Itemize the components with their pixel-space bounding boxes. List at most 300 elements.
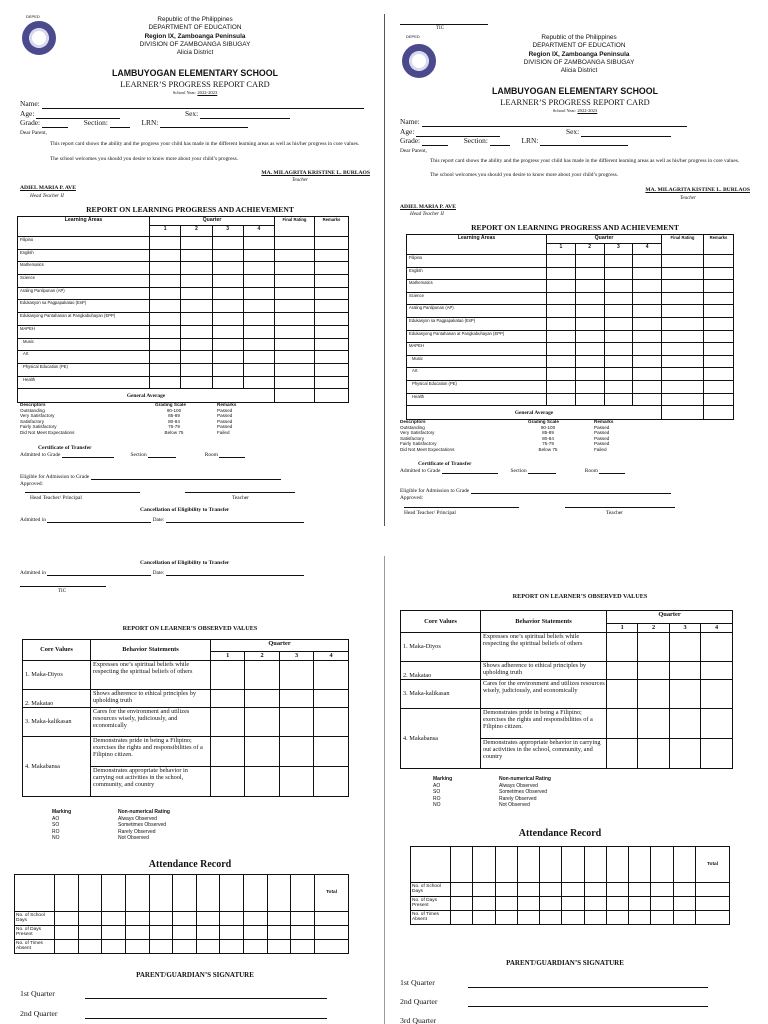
grade-cell[interactable] bbox=[212, 249, 243, 262]
general-average-remarks[interactable] bbox=[704, 406, 734, 420]
rating-cell[interactable] bbox=[211, 767, 245, 797]
remarks-cell[interactable] bbox=[704, 330, 734, 343]
attendance-cell[interactable] bbox=[495, 897, 517, 911]
attendance-cell[interactable] bbox=[651, 911, 673, 925]
grade-cell[interactable] bbox=[604, 255, 633, 268]
rating-cell[interactable] bbox=[314, 661, 349, 690]
final-cell[interactable] bbox=[662, 267, 704, 280]
remarks-cell[interactable] bbox=[704, 280, 734, 293]
grade-cell[interactable] bbox=[547, 317, 576, 330]
final-cell[interactable] bbox=[275, 376, 315, 389]
grade-cell[interactable] bbox=[243, 325, 274, 338]
eligible-field[interactable] bbox=[91, 479, 281, 480]
grade-field[interactable] bbox=[42, 127, 68, 128]
final-cell[interactable] bbox=[275, 237, 315, 250]
attendance-cell[interactable] bbox=[220, 912, 244, 926]
grade-cell[interactable] bbox=[150, 376, 181, 389]
grade-cell[interactable] bbox=[604, 280, 633, 293]
rating-cell[interactable] bbox=[314, 737, 349, 767]
rating-cell[interactable] bbox=[607, 739, 638, 769]
grade-cell[interactable] bbox=[633, 267, 662, 280]
attendance-cell[interactable] bbox=[606, 911, 628, 925]
month-cell[interactable] bbox=[149, 875, 173, 912]
month-cell[interactable] bbox=[196, 875, 220, 912]
attendance-cell[interactable] bbox=[78, 926, 102, 940]
rating-cell[interactable] bbox=[607, 662, 638, 680]
grade-cell[interactable] bbox=[212, 275, 243, 288]
attendance-cell[interactable] bbox=[651, 897, 673, 911]
attendance-cell[interactable] bbox=[584, 911, 606, 925]
final-cell[interactable] bbox=[662, 343, 704, 356]
grade-cell[interactable] bbox=[633, 355, 662, 368]
section-field[interactable] bbox=[110, 127, 130, 128]
attendance-cell[interactable] bbox=[173, 926, 197, 940]
rating-cell[interactable] bbox=[607, 633, 638, 662]
attendance-cell[interactable] bbox=[78, 940, 102, 954]
month-cell[interactable] bbox=[673, 847, 695, 883]
grade-cell[interactable] bbox=[575, 330, 604, 343]
month-cell[interactable] bbox=[125, 875, 149, 912]
grade-cell[interactable] bbox=[150, 262, 181, 275]
month-cell[interactable] bbox=[244, 875, 268, 912]
remarks-cell[interactable] bbox=[315, 262, 349, 275]
final-cell[interactable] bbox=[275, 275, 315, 288]
grade-cell[interactable] bbox=[575, 393, 604, 406]
grade-field[interactable] bbox=[422, 145, 448, 146]
grade-cell[interactable] bbox=[633, 292, 662, 305]
rating-cell[interactable] bbox=[669, 709, 700, 739]
section-field[interactable] bbox=[148, 457, 176, 458]
section-field[interactable] bbox=[490, 145, 510, 146]
final-cell[interactable] bbox=[662, 368, 704, 381]
grade-cell[interactable] bbox=[547, 368, 576, 381]
eligible-field[interactable] bbox=[471, 493, 671, 494]
final-cell[interactable] bbox=[662, 330, 704, 343]
remarks-cell[interactable] bbox=[315, 351, 349, 364]
attendance-cell[interactable] bbox=[173, 912, 197, 926]
month-cell[interactable] bbox=[629, 847, 651, 883]
grade-cell[interactable] bbox=[150, 237, 181, 250]
final-cell[interactable] bbox=[662, 393, 704, 406]
grade-cell[interactable] bbox=[575, 280, 604, 293]
grade-cell[interactable] bbox=[575, 305, 604, 318]
grade-cell[interactable] bbox=[547, 393, 576, 406]
rating-cell[interactable] bbox=[314, 767, 349, 797]
grade-cell[interactable] bbox=[243, 262, 274, 275]
attendance-cell[interactable] bbox=[606, 897, 628, 911]
grade-cell[interactable] bbox=[150, 300, 181, 313]
grade-cell[interactable] bbox=[243, 351, 274, 364]
grade-cell[interactable] bbox=[575, 380, 604, 393]
rating-cell[interactable] bbox=[211, 690, 245, 708]
attendance-cell[interactable] bbox=[584, 883, 606, 897]
rating-cell[interactable] bbox=[701, 662, 733, 680]
attendance-total-cell[interactable] bbox=[696, 911, 730, 925]
rating-cell[interactable] bbox=[638, 680, 669, 709]
attendance-cell[interactable] bbox=[540, 897, 562, 911]
attendance-cell[interactable] bbox=[517, 911, 539, 925]
month-cell[interactable] bbox=[173, 875, 197, 912]
remarks-cell[interactable] bbox=[704, 255, 734, 268]
remarks-cell[interactable] bbox=[315, 313, 349, 326]
room-field[interactable] bbox=[599, 473, 625, 474]
grade-cell[interactable] bbox=[212, 376, 243, 389]
rating-cell[interactable] bbox=[607, 709, 638, 739]
grade-cell[interactable] bbox=[212, 262, 243, 275]
attendance-cell[interactable] bbox=[102, 912, 126, 926]
grade-cell[interactable] bbox=[575, 317, 604, 330]
remarks-cell[interactable] bbox=[704, 355, 734, 368]
grade-cell[interactable] bbox=[243, 376, 274, 389]
rating-cell[interactable] bbox=[211, 737, 245, 767]
attendance-cell[interactable] bbox=[244, 926, 268, 940]
attendance-cell[interactable] bbox=[584, 897, 606, 911]
grade-cell[interactable] bbox=[575, 255, 604, 268]
remarks-cell[interactable] bbox=[704, 292, 734, 305]
month-cell[interactable] bbox=[517, 847, 539, 883]
grade-cell[interactable] bbox=[212, 351, 243, 364]
tic-sign-line[interactable] bbox=[20, 586, 106, 587]
rating-cell[interactable] bbox=[669, 680, 700, 709]
month-cell[interactable] bbox=[606, 847, 628, 883]
attendance-cell[interactable] bbox=[196, 912, 220, 926]
attendance-cell[interactable] bbox=[267, 912, 291, 926]
rating-cell[interactable] bbox=[314, 708, 349, 737]
final-cell[interactable] bbox=[275, 313, 315, 326]
rating-cell[interactable] bbox=[669, 633, 700, 662]
rating-cell[interactable] bbox=[638, 739, 669, 769]
attendance-cell[interactable] bbox=[651, 883, 673, 897]
admitted-grade-field[interactable] bbox=[442, 473, 498, 474]
grade-cell[interactable] bbox=[575, 368, 604, 381]
grade-cell[interactable] bbox=[547, 343, 576, 356]
grade-cell[interactable] bbox=[212, 300, 243, 313]
final-cell[interactable] bbox=[275, 300, 315, 313]
rating-cell[interactable] bbox=[701, 739, 733, 769]
final-cell[interactable] bbox=[275, 338, 315, 351]
rating-cell[interactable] bbox=[314, 690, 349, 708]
attendance-cell[interactable] bbox=[673, 883, 695, 897]
grade-cell[interactable] bbox=[181, 275, 212, 288]
grade-cell[interactable] bbox=[633, 255, 662, 268]
name-field[interactable] bbox=[42, 108, 364, 109]
grade-cell[interactable] bbox=[181, 351, 212, 364]
final-cell[interactable] bbox=[275, 363, 315, 376]
attendance-cell[interactable] bbox=[125, 940, 149, 954]
month-cell[interactable] bbox=[78, 875, 102, 912]
attendance-cell[interactable] bbox=[55, 926, 79, 940]
attendance-cell[interactable] bbox=[495, 911, 517, 925]
grade-cell[interactable] bbox=[212, 325, 243, 338]
attendance-cell[interactable] bbox=[629, 911, 651, 925]
remarks-cell[interactable] bbox=[315, 338, 349, 351]
grade-cell[interactable] bbox=[604, 317, 633, 330]
head-sign-line[interactable] bbox=[404, 507, 519, 508]
attendance-cell[interactable] bbox=[451, 911, 473, 925]
month-cell[interactable] bbox=[540, 847, 562, 883]
grade-cell[interactable] bbox=[604, 380, 633, 393]
final-cell[interactable] bbox=[275, 249, 315, 262]
grade-cell[interactable] bbox=[181, 338, 212, 351]
date-field[interactable] bbox=[166, 522, 304, 523]
room-field[interactable] bbox=[219, 457, 245, 458]
grade-cell[interactable] bbox=[633, 368, 662, 381]
grade-cell[interactable] bbox=[575, 355, 604, 368]
attendance-cell[interactable] bbox=[517, 883, 539, 897]
attendance-cell[interactable] bbox=[540, 883, 562, 897]
attendance-cell[interactable] bbox=[244, 940, 268, 954]
rating-cell[interactable] bbox=[211, 661, 245, 690]
general-average-remarks[interactable] bbox=[315, 389, 349, 403]
grade-cell[interactable] bbox=[181, 249, 212, 262]
month-cell[interactable] bbox=[562, 847, 584, 883]
month-cell[interactable] bbox=[451, 847, 473, 883]
grade-cell[interactable] bbox=[181, 262, 212, 275]
remarks-cell[interactable] bbox=[315, 275, 349, 288]
admitted-grade-field[interactable] bbox=[62, 457, 114, 458]
attendance-cell[interactable] bbox=[173, 940, 197, 954]
month-cell[interactable] bbox=[267, 875, 291, 912]
rating-cell[interactable] bbox=[669, 739, 700, 769]
rating-cell[interactable] bbox=[607, 680, 638, 709]
grade-cell[interactable] bbox=[150, 275, 181, 288]
parent-q1-sign-line[interactable] bbox=[468, 987, 708, 988]
attendance-cell[interactable] bbox=[149, 926, 173, 940]
month-cell[interactable] bbox=[584, 847, 606, 883]
attendance-cell[interactable] bbox=[291, 912, 315, 926]
grade-cell[interactable] bbox=[150, 325, 181, 338]
grade-cell[interactable] bbox=[212, 363, 243, 376]
remarks-cell[interactable] bbox=[704, 267, 734, 280]
final-cell[interactable] bbox=[662, 355, 704, 368]
grade-cell[interactable] bbox=[243, 237, 274, 250]
grade-cell[interactable] bbox=[604, 393, 633, 406]
rating-cell[interactable] bbox=[701, 709, 733, 739]
grade-cell[interactable] bbox=[243, 300, 274, 313]
grade-cell[interactable] bbox=[604, 305, 633, 318]
grade-cell[interactable] bbox=[547, 280, 576, 293]
attendance-cell[interactable] bbox=[673, 897, 695, 911]
final-cell[interactable] bbox=[662, 380, 704, 393]
grade-cell[interactable] bbox=[575, 267, 604, 280]
grade-cell[interactable] bbox=[150, 363, 181, 376]
attendance-cell[interactable] bbox=[629, 897, 651, 911]
rating-cell[interactable] bbox=[279, 767, 313, 797]
rating-cell[interactable] bbox=[245, 767, 279, 797]
remarks-cell[interactable] bbox=[315, 300, 349, 313]
parent-q2-sign-line[interactable] bbox=[468, 1006, 708, 1007]
remarks-cell[interactable] bbox=[315, 249, 349, 262]
final-cell[interactable] bbox=[662, 255, 704, 268]
month-cell[interactable] bbox=[495, 847, 517, 883]
remarks-cell[interactable] bbox=[704, 343, 734, 356]
remarks-cell[interactable] bbox=[704, 305, 734, 318]
teacher-sign-line[interactable] bbox=[185, 492, 295, 493]
attendance-cell[interactable] bbox=[291, 940, 315, 954]
month-cell[interactable] bbox=[102, 875, 126, 912]
attendance-cell[interactable] bbox=[267, 940, 291, 954]
attendance-cell[interactable] bbox=[562, 911, 584, 925]
grade-cell[interactable] bbox=[604, 368, 633, 381]
grade-cell[interactable] bbox=[547, 255, 576, 268]
lrn-field[interactable] bbox=[540, 145, 628, 146]
rating-cell[interactable] bbox=[211, 708, 245, 737]
grade-cell[interactable] bbox=[547, 267, 576, 280]
remarks-cell[interactable] bbox=[315, 237, 349, 250]
attendance-cell[interactable] bbox=[473, 883, 495, 897]
attendance-cell[interactable] bbox=[55, 912, 79, 926]
attendance-cell[interactable] bbox=[196, 940, 220, 954]
attendance-cell[interactable] bbox=[562, 897, 584, 911]
attendance-cell[interactable] bbox=[473, 897, 495, 911]
attendance-cell[interactable] bbox=[78, 912, 102, 926]
attendance-cell[interactable] bbox=[55, 940, 79, 954]
final-cell[interactable] bbox=[662, 280, 704, 293]
grade-cell[interactable] bbox=[150, 338, 181, 351]
final-cell[interactable] bbox=[662, 317, 704, 330]
final-cell[interactable] bbox=[662, 305, 704, 318]
grade-cell[interactable] bbox=[243, 313, 274, 326]
grade-cell[interactable] bbox=[633, 280, 662, 293]
grade-cell[interactable] bbox=[243, 338, 274, 351]
month-cell[interactable] bbox=[55, 875, 79, 912]
remarks-cell[interactable] bbox=[315, 287, 349, 300]
attendance-cell[interactable] bbox=[196, 926, 220, 940]
rating-cell[interactable] bbox=[669, 662, 700, 680]
grade-cell[interactable] bbox=[150, 249, 181, 262]
rating-cell[interactable] bbox=[701, 633, 733, 662]
grade-cell[interactable] bbox=[547, 292, 576, 305]
rating-cell[interactable] bbox=[638, 709, 669, 739]
attendance-cell[interactable] bbox=[673, 911, 695, 925]
attendance-cell[interactable] bbox=[451, 883, 473, 897]
month-cell[interactable] bbox=[473, 847, 495, 883]
grade-cell[interactable] bbox=[604, 343, 633, 356]
grade-cell[interactable] bbox=[181, 287, 212, 300]
attendance-cell[interactable] bbox=[451, 897, 473, 911]
teacher-sign-line[interactable] bbox=[565, 507, 675, 508]
remarks-cell[interactable] bbox=[704, 380, 734, 393]
rating-cell[interactable] bbox=[245, 737, 279, 767]
grade-cell[interactable] bbox=[181, 325, 212, 338]
attendance-cell[interactable] bbox=[629, 883, 651, 897]
grade-cell[interactable] bbox=[181, 376, 212, 389]
attendance-cell[interactable] bbox=[540, 911, 562, 925]
attendance-cell[interactable] bbox=[562, 883, 584, 897]
grade-cell[interactable] bbox=[547, 305, 576, 318]
attendance-cell[interactable] bbox=[149, 940, 173, 954]
attendance-cell[interactable] bbox=[473, 911, 495, 925]
attendance-cell[interactable] bbox=[220, 940, 244, 954]
grade-cell[interactable] bbox=[212, 237, 243, 250]
attendance-total-cell[interactable] bbox=[696, 897, 730, 911]
attendance-total-cell[interactable] bbox=[696, 883, 730, 897]
rating-cell[interactable] bbox=[245, 708, 279, 737]
grade-cell[interactable] bbox=[604, 292, 633, 305]
grade-cell[interactable] bbox=[243, 275, 274, 288]
final-cell[interactable] bbox=[662, 292, 704, 305]
general-average-cell[interactable] bbox=[662, 406, 704, 420]
rating-cell[interactable] bbox=[279, 737, 313, 767]
grade-cell[interactable] bbox=[547, 380, 576, 393]
grade-cell[interactable] bbox=[212, 338, 243, 351]
grade-cell[interactable] bbox=[547, 355, 576, 368]
rating-cell[interactable] bbox=[279, 690, 313, 708]
admitted-in-field[interactable] bbox=[47, 522, 151, 523]
parent-q2-sign-line[interactable] bbox=[85, 1018, 327, 1019]
grade-cell[interactable] bbox=[150, 313, 181, 326]
month-cell[interactable] bbox=[220, 875, 244, 912]
remarks-cell[interactable] bbox=[704, 368, 734, 381]
head-sign-line[interactable] bbox=[25, 492, 140, 493]
attendance-cell[interactable] bbox=[495, 883, 517, 897]
grade-cell[interactable] bbox=[150, 351, 181, 364]
grade-cell[interactable] bbox=[604, 267, 633, 280]
grade-cell[interactable] bbox=[633, 380, 662, 393]
lrn-field[interactable] bbox=[160, 127, 248, 128]
grade-cell[interactable] bbox=[181, 237, 212, 250]
name-field[interactable] bbox=[422, 126, 687, 127]
rating-cell[interactable] bbox=[279, 661, 313, 690]
grade-cell[interactable] bbox=[633, 305, 662, 318]
grade-cell[interactable] bbox=[212, 287, 243, 300]
grade-cell[interactable] bbox=[181, 363, 212, 376]
grade-cell[interactable] bbox=[150, 287, 181, 300]
attendance-cell[interactable] bbox=[102, 926, 126, 940]
grade-cell[interactable] bbox=[633, 393, 662, 406]
attendance-cell[interactable] bbox=[606, 883, 628, 897]
grade-cell[interactable] bbox=[547, 330, 576, 343]
attendance-cell[interactable] bbox=[125, 926, 149, 940]
attendance-cell[interactable] bbox=[102, 940, 126, 954]
rating-cell[interactable] bbox=[279, 708, 313, 737]
attendance-total-cell[interactable] bbox=[315, 926, 349, 940]
rating-cell[interactable] bbox=[701, 680, 733, 709]
rating-cell[interactable] bbox=[638, 633, 669, 662]
remarks-cell[interactable] bbox=[315, 325, 349, 338]
final-cell[interactable] bbox=[275, 325, 315, 338]
section-field[interactable] bbox=[528, 473, 556, 474]
general-average-cell[interactable] bbox=[275, 389, 315, 403]
attendance-total-cell[interactable] bbox=[315, 912, 349, 926]
date-field[interactable] bbox=[166, 575, 304, 576]
grade-cell[interactable] bbox=[604, 330, 633, 343]
attendance-cell[interactable] bbox=[149, 912, 173, 926]
attendance-cell[interactable] bbox=[244, 912, 268, 926]
grade-cell[interactable] bbox=[633, 343, 662, 356]
grade-cell[interactable] bbox=[243, 363, 274, 376]
rating-cell[interactable] bbox=[245, 690, 279, 708]
grade-cell[interactable] bbox=[633, 317, 662, 330]
rating-cell[interactable] bbox=[638, 662, 669, 680]
remarks-cell[interactable] bbox=[315, 363, 349, 376]
grade-cell[interactable] bbox=[575, 343, 604, 356]
attendance-cell[interactable] bbox=[267, 926, 291, 940]
remarks-cell[interactable] bbox=[704, 317, 734, 330]
grade-cell[interactable] bbox=[633, 330, 662, 343]
month-cell[interactable] bbox=[651, 847, 673, 883]
grade-cell[interactable] bbox=[181, 300, 212, 313]
attendance-cell[interactable] bbox=[220, 926, 244, 940]
grade-cell[interactable] bbox=[181, 313, 212, 326]
final-cell[interactable] bbox=[275, 287, 315, 300]
parent-q1-sign-line[interactable] bbox=[85, 998, 327, 999]
grade-cell[interactable] bbox=[243, 249, 274, 262]
month-cell[interactable] bbox=[291, 875, 315, 912]
attendance-total-cell[interactable] bbox=[315, 940, 349, 954]
grade-cell[interactable] bbox=[243, 287, 274, 300]
admitted-in-field[interactable] bbox=[47, 575, 151, 576]
